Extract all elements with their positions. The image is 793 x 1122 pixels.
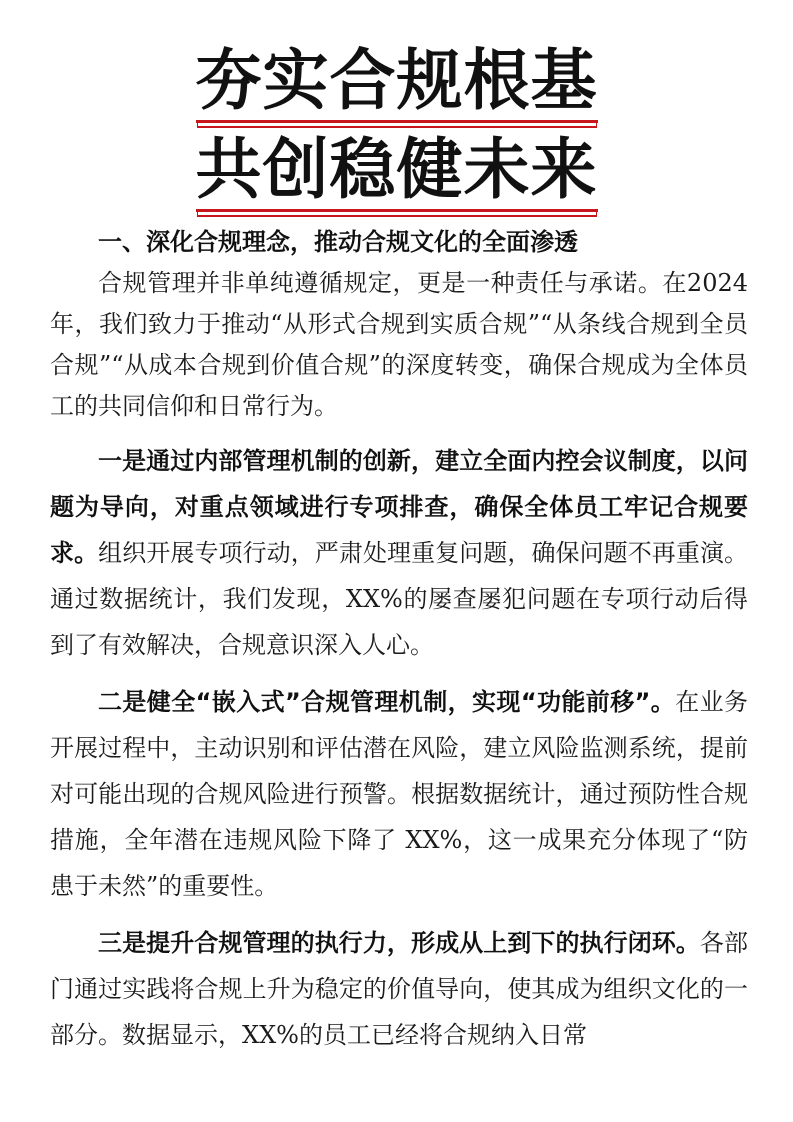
point-lead-1: 一是通过内部管理机制的创新，建立全面内控会议制度，以问题为导向，对重点领域进行专项排查，确保全体员工牢记合规要求。: [50, 447, 748, 567]
document-body: [50, 222, 748, 1058]
title-line-2: 共创稳健未来: [196, 137, 598, 212]
point-lead-2: 二是健全“嵌入式”合规管理机制，实现“功能前移”。: [98, 688, 676, 716]
point-paragraph-1: [50, 438, 748, 668]
section-heading: 一、深化合规理念，推动合规文化的全面渗透: [98, 228, 578, 256]
point-text-3: 各部门通过实践将合规上升为稳定的价值导向，使其成为组织文化的一部分。数据显示，XX%的员工已经将合规纳入日常: [50, 929, 748, 1049]
point-text-2: 在业务开展过程中，主动识别和评估潜在风险，建立风险监测系统，提前对可能出现的合规风险进行预警。根据数据统计，通过预防性合规措施，全年潜在违规风险下降了 XX%，这一成果充分体现了“防患于未然”的重要性。: [50, 688, 749, 900]
point-paragraph-2: [50, 679, 748, 909]
point-lead-3: 三是提升合规管理的执行力，形成从上到下的执行闭环。: [98, 929, 700, 957]
point-paragraph-3: [50, 920, 748, 1058]
point-text-1: 组织开展专项行动，严肃处理重复问题，确保问题不再重演。通过数据统计，我们发现，XX%的屡查屡犯问题在专项行动后得到了有效解决，合规意识深入人心。: [50, 539, 749, 659]
document-title: [0, 42, 793, 212]
intro-paragraph: 合规管理并非单纯遵循规定，更是一种责任与承诺。在2024 年，我们致力于推动“从形式合规到实质合规”“从条线合规到全员合规”“从成本合规到价值合规”的深度转变，确保合规成为全体员工的共同信仰和日常行为。: [50, 269, 748, 420]
title-line-1: 夯实合规根基: [196, 48, 598, 123]
